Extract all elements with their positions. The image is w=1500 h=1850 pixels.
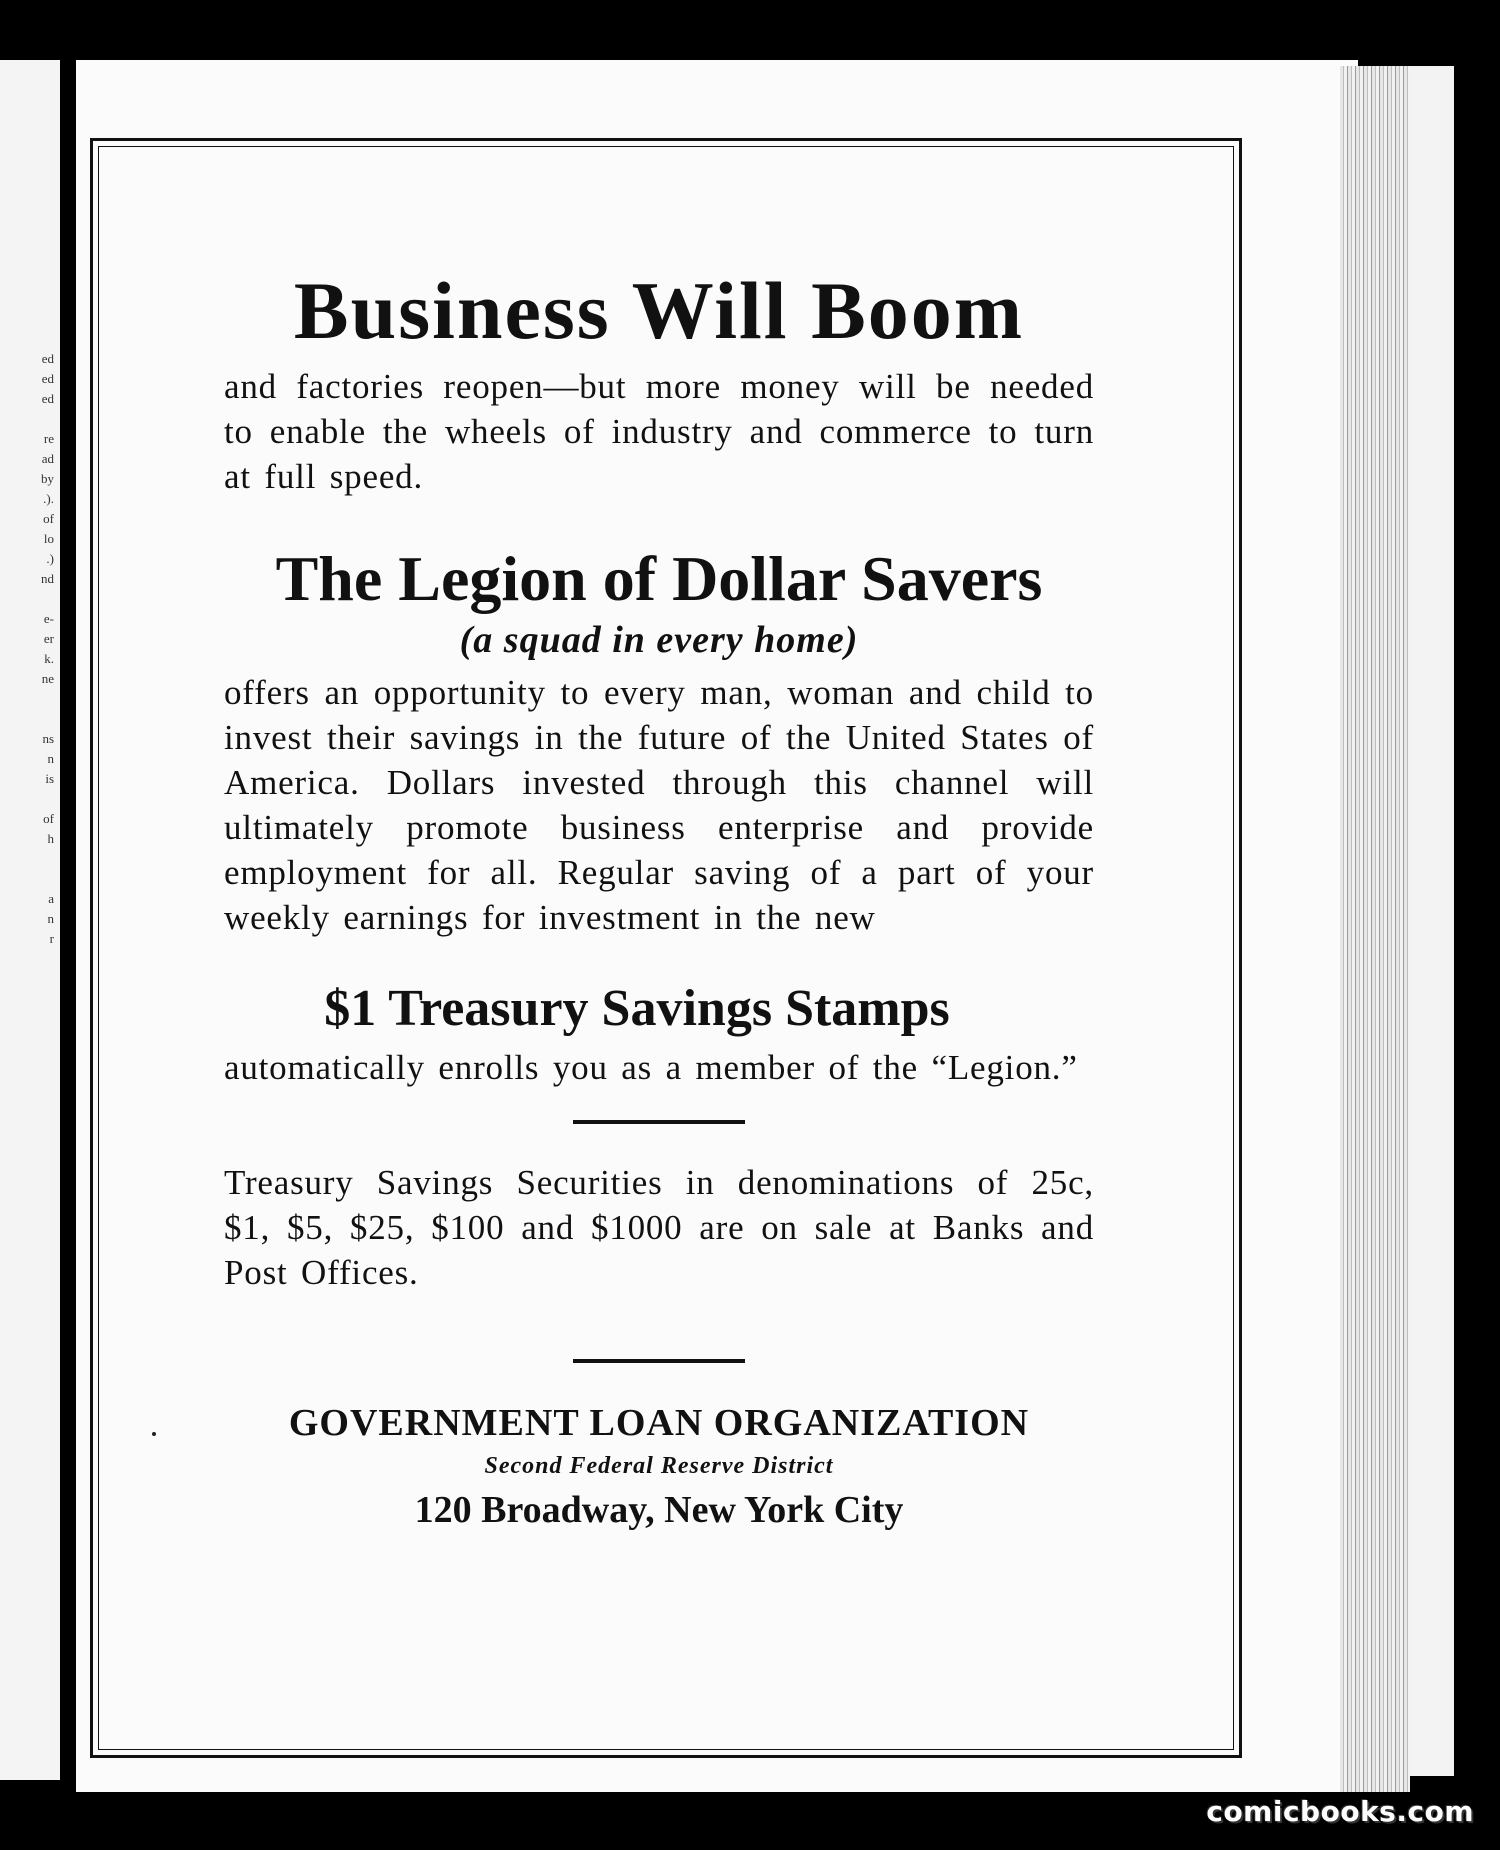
intro-paragraph: and factories reopen—but more money will be needed to enable the wheels of industry and commerce to turn at full speed. [224, 367, 1094, 496]
organization-address: 120 Broadway, New York City [414, 1488, 904, 1531]
left-page-fragment: r [49, 931, 54, 946]
binding-gutter [60, 60, 76, 1780]
left-page-fragment: h [47, 831, 54, 846]
organization-district: Second Federal Reserve District [484, 1452, 834, 1479]
site-watermark: comicbooks.com [1206, 1795, 1474, 1828]
left-page-fragment: ed [41, 351, 54, 366]
headline: Business Will Boom [293, 265, 1025, 356]
left-page-fragment: .) [46, 551, 54, 566]
left-page-fragment: ne [41, 671, 54, 686]
left-page-fragment: ed [41, 391, 54, 406]
stamps-body: automatically enrolls you as a member of the “Legion.” [224, 1048, 1078, 1088]
organization-name: GOVERNMENT LOAN ORGANIZATION [288, 1402, 1030, 1445]
left-page-fragment: k. [44, 651, 54, 666]
left-page-fragment: ed [41, 371, 54, 386]
divider-rule [573, 1120, 745, 1124]
left-page-fragment: a [48, 891, 54, 906]
legion-title: The Legion of Dollar Savers [275, 543, 1043, 614]
left-page-fragment: re [43, 431, 54, 446]
left-page-fragment: .). [43, 491, 54, 506]
page-edges [1340, 66, 1410, 1792]
left-page-fragment: lo [43, 531, 54, 546]
left-page-fragment: ad [41, 451, 54, 466]
left-page-fragment: e- [43, 611, 54, 626]
left-page-fragment: nd [41, 571, 54, 586]
stamps-title: $1 Treasury Savings Stamps [324, 979, 950, 1037]
left-page-fragment: er [43, 631, 54, 646]
page-edges-light [1410, 66, 1454, 1776]
left-facing-page [0, 60, 60, 1780]
left-page-fragment: n [47, 911, 54, 926]
legion-body: offers an opportunity to every man, woman and child to invest their savings in the future of the United States of America. Dollars invested through this channel will ultimately promote business enterprise and provide employment for all. Regular saving of a part of your weekly earnings for investment in the new [224, 672, 1094, 937]
left-page-fragment: n [47, 751, 54, 766]
ad-content [224, 265, 1094, 1533]
left-page-fragment: by [41, 471, 54, 486]
left-page-fragment: is [45, 771, 54, 786]
left-page-fragment: of [43, 811, 54, 826]
left-page-fragment: of [43, 511, 54, 526]
securities-paragraph: Treasury Savings Securities in denominations of 25c, $1, $5, $25, $100 and $1000 are on sale at Banks and Post Offices. [224, 1163, 1094, 1293]
left-page-fragment: ns [42, 731, 54, 746]
legion-tagline: (a squad in every home) [459, 619, 859, 662]
divider-rule [573, 1359, 745, 1363]
print-speck [152, 1432, 156, 1436]
